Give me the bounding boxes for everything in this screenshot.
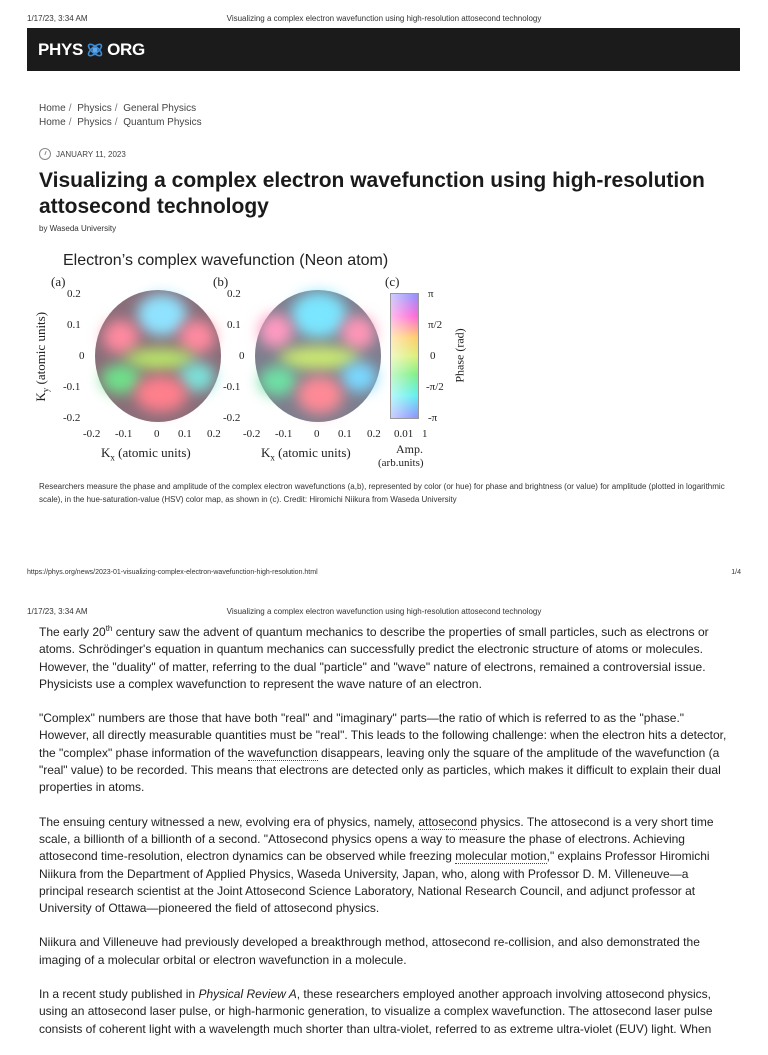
logo-text-left: PHYS	[38, 39, 84, 59]
breadcrumb-home[interactable]: Home	[39, 117, 66, 128]
print-title: Visualizing a complex electron wavefunction using high-resolution attosecond technology	[226, 14, 542, 23]
amp-tick: 0.01	[394, 428, 414, 440]
x-tick: 0	[154, 428, 160, 440]
x-axis-label-a	[101, 445, 191, 463]
y-tick: 0.2	[227, 288, 241, 300]
print-datetime: 1/17/23, 3:34 AM	[27, 14, 88, 23]
map-blob	[103, 320, 139, 354]
logo-text-right: ORG	[107, 39, 145, 59]
breadcrumb-general-physics[interactable]: General Physics	[123, 103, 197, 114]
x-tick: -0.2	[243, 428, 261, 440]
text-run: disappears, leaving only the square of the amplitude of the wavefunction (a "real" value) to be recorded. This means that electrons are detected only as particles, which makes it difficult to explain their dual properties in atoms.	[39, 745, 721, 795]
y-tick: -0.1	[223, 381, 241, 393]
y-axis-label-sub: y	[40, 387, 51, 393]
x-tick: 0	[314, 428, 320, 440]
y-tick: -0.2	[63, 412, 81, 424]
journal-name: Physical Review A	[198, 987, 297, 1002]
text-run: The ensuing century witnessed a new, evolving era of physics, namely,	[39, 814, 419, 829]
amp-label: Amp.	[396, 442, 423, 456]
article-figure[interactable]	[33, 250, 499, 475]
phase-axis-label: Phase (rad)	[452, 328, 467, 383]
amp-tick: 1	[422, 428, 428, 440]
panel-label-b: (b)	[213, 274, 229, 289]
y-axis-label-main: K	[33, 392, 49, 402]
wavefunction-map-a	[95, 290, 221, 422]
y-axis-label-rest: (atomic units)	[33, 311, 49, 388]
x-axis-label-rest: (atomic units)	[274, 445, 351, 460]
print-datetime: 1/17/23, 3:34 AM	[27, 607, 88, 616]
breadcrumb	[39, 103, 199, 114]
site-logo[interactable]	[38, 40, 145, 60]
panel-label-a: (a)	[51, 274, 66, 289]
x-tick: 0.1	[338, 428, 352, 440]
superscript: th	[105, 624, 113, 633]
breadcrumb-separator: /	[68, 103, 72, 114]
map-blob	[297, 376, 343, 414]
figure-title: Electron’s complex wavefunction (Neon atom)	[63, 252, 389, 269]
panel-label-c: (c)	[385, 274, 400, 289]
breadcrumb-separator: /	[68, 117, 72, 128]
text-run: century saw the advent of quantum mechanics to describe the properties of small particles, such as electrons or atoms. Schrödinger's equation in quantum mechanics can successfully predict the electronic structure of atoms or molecules. However, the "duality" of matter, referring to the dual "particle" and "wave" nature of electrons, remained a controversial issue. Physicists use a complex wavefunction to represent the wave nature of an electron.	[39, 625, 709, 691]
x-axis-label-main: K	[261, 445, 271, 460]
map-blob	[259, 366, 297, 396]
print-page-number: 1/4	[731, 569, 741, 576]
text-run: In a recent study published in	[39, 987, 199, 1002]
phase-tick: 0	[430, 350, 436, 362]
print-url: https://phys.org/news/2023-01-visualizing-complex-electron-wavefunction-high-resolution.html	[27, 569, 318, 576]
x-tick: -0.1	[115, 428, 133, 440]
breadcrumb-home[interactable]: Home	[39, 103, 66, 114]
breadcrumb	[39, 117, 205, 128]
breadcrumb-physics[interactable]: Physics	[77, 117, 112, 128]
hsv-colorbar	[390, 293, 419, 419]
amp-unit-label: (arb.units)	[378, 457, 424, 469]
paragraph: Niikura and Villeneuve had previously developed a breakthrough method, attosecond re-collision, and also demonstrated the imaging of a molecular orbital or electron wavefunction in a molecule.	[39, 935, 700, 967]
article-date-row	[39, 148, 126, 160]
map-blob	[341, 316, 375, 350]
x-axis-label-sub: x	[270, 452, 275, 463]
map-blob	[179, 320, 215, 354]
phase-tick: π	[428, 288, 434, 300]
y-tick: 0.1	[227, 319, 241, 331]
x-tick: 0.1	[178, 428, 192, 440]
y-tick: 0.1	[67, 319, 81, 331]
breadcrumb-separator: /	[114, 103, 118, 114]
y-tick: -0.2	[223, 412, 241, 424]
figure-caption: Researchers measure the phase and amplitude of the complex electron wavefunctions (a,b), represented by color (or hue) for phase and brightness (or value) for amplitude (plotted in logarithmic scale), in the hue-saturation-value (HSV) color map, as shown in (c). Credit: Hiromichi Niikura from Waseda University	[39, 482, 725, 504]
x-axis-label-sub: x	[110, 452, 115, 463]
x-axis-label-b	[261, 445, 351, 463]
text-run: The early 20	[39, 625, 106, 639]
phase-tick: -π	[428, 412, 438, 424]
site-header	[27, 28, 740, 71]
y-tick: -0.1	[63, 381, 81, 393]
map-blob	[341, 362, 377, 392]
print-title: Visualizing a complex electron wavefunction using high-resolution attosecond technology	[226, 607, 542, 616]
map-blob	[135, 376, 187, 412]
paragraph	[39, 710, 729, 796]
x-tick: -0.2	[83, 428, 101, 440]
x-axis-label-main: K	[101, 445, 111, 460]
text-run: , these researchers employed another approach involving attosecond physics, using an attosecond laser pulse, or high-harmonic generation, to visualize a complex wavefunction. The attosecond laser pulse consists of coherent light with a wavelength much shorter than ultra-violet, referred to as extreme ultra-violet (EUV) light. When	[39, 987, 713, 1036]
map-blob	[291, 292, 347, 338]
link-molecular-motion[interactable]: molecular motion	[455, 849, 547, 864]
y-tick: 0	[239, 350, 245, 362]
text-run: "Complex" numbers are those that have both "real" and "imaginary" parts—the ratio of which is referred to as the "phase." However, all directly measurable quantities must be "real". This leads to the following challenge: when the electron hits a detector, the "complex" phase information of the	[39, 711, 727, 760]
article-headline: Visualizing a complex electron wavefunction using high-resolution attosecond technology	[39, 169, 705, 218]
text-run: ," explains Professor Hiromichi Niikura from the Department of Applied Physics, Waseda University, Japan, who, along with Professor D. M. Villeneuve—a principal research scientist at the Joint Attosecond Science Laboratory, National Research Council, and adjunct professor at University of Ottawa—pioneered the field of attosecond physics.	[39, 849, 710, 916]
phase-tick: -π/2	[426, 381, 444, 393]
breadcrumb-quantum-physics[interactable]: Quantum Physics	[123, 117, 202, 128]
map-blob	[259, 314, 293, 348]
phase-tick: π/2	[428, 319, 443, 331]
x-axis-label-rest: (atomic units)	[114, 445, 191, 460]
atom-logo-icon	[86, 40, 104, 60]
paragraph	[39, 986, 729, 1038]
x-tick: 0.2	[367, 428, 381, 440]
x-tick: 0.2	[207, 428, 221, 440]
paragraph	[39, 814, 729, 918]
breadcrumb-physics[interactable]: Physics	[77, 103, 112, 114]
breadcrumb-separator: /	[114, 117, 118, 128]
article-date: JANUARY 11, 2023	[56, 149, 126, 159]
clock-icon	[39, 148, 51, 160]
y-tick: 0	[79, 350, 85, 362]
paragraph	[39, 620, 729, 693]
wavefunction-map-b	[255, 290, 381, 422]
y-tick: 0.2	[67, 288, 81, 300]
article-byline: by Waseda University	[39, 224, 117, 233]
y-axis-label	[33, 312, 51, 402]
link-attosecond[interactable]: attosecond	[418, 814, 478, 829]
link-wavefunction[interactable]: wavefunction	[247, 745, 318, 760]
article-body	[39, 620, 729, 1055]
x-tick: -0.1	[275, 428, 293, 440]
text-run: physics. The attosecond is a very short time scale, a billionth of a billionth of a second. "Attosecond physics opens a way to measure the phase of electrons. Achieving attosecond time-resolution, electron dynamics can be observed while freezing	[39, 814, 714, 864]
